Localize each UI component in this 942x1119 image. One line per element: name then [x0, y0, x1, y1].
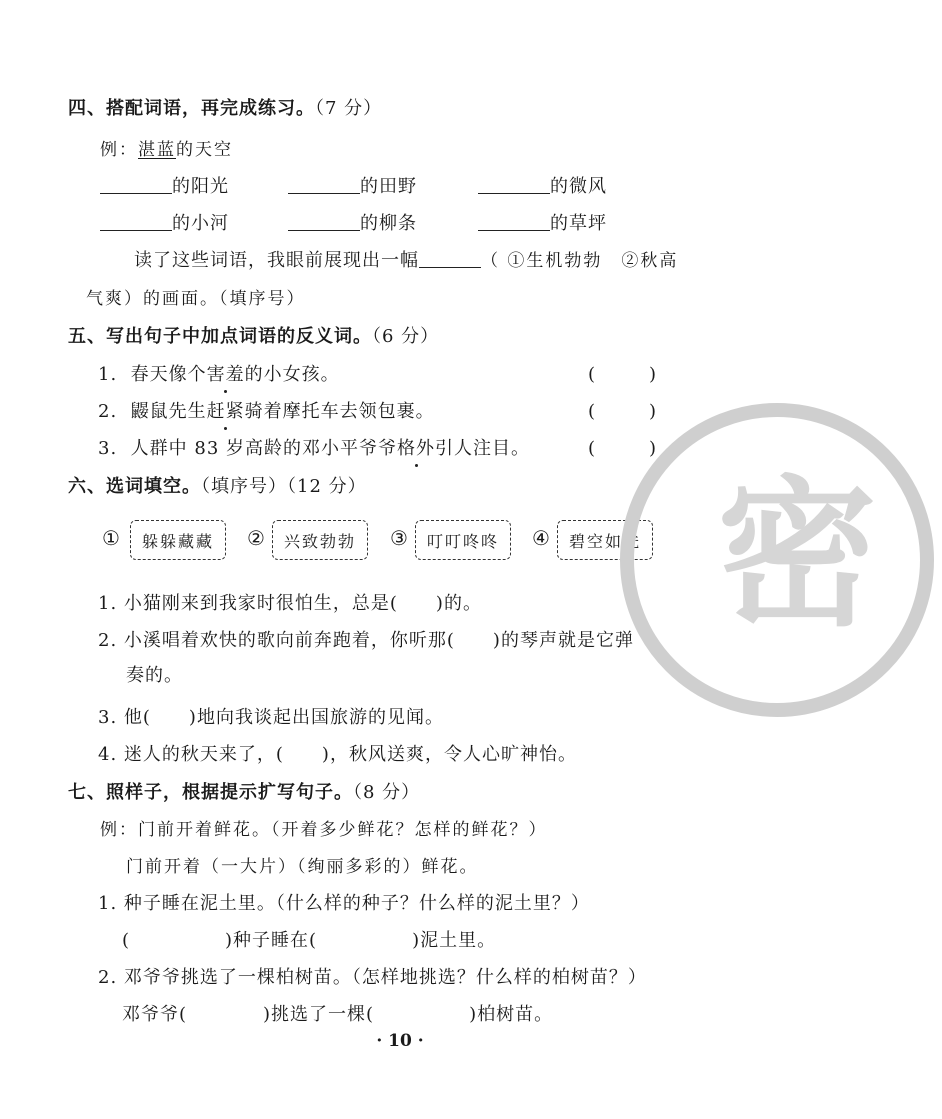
question-text: 人群中 83 岁高龄的邓小平爷爷 — [130, 438, 397, 459]
section-title-text: 七、照样子，根据提示扩写句子。 — [68, 782, 353, 803]
question-6-4: 4. 迷人的秋天来了，( )，秋风送爽，令人心旷神怡。 — [98, 744, 577, 765]
option-box — [130, 520, 226, 560]
section-6-title — [68, 472, 367, 498]
paragraph-line-1 — [134, 246, 678, 272]
question-text: 的小女孩。 — [244, 364, 340, 385]
option-number: ④ — [532, 526, 550, 550]
question-7-1: 1. 种子睡在泥土里。（什么样的种子？什么样的泥土里？） — [98, 893, 590, 914]
section-4-title — [68, 94, 382, 120]
fill-blank[interactable] — [288, 212, 360, 231]
fill-row-1b — [288, 172, 417, 198]
question-text: 鼹鼠先生 — [130, 401, 207, 422]
section-7-title — [68, 778, 420, 804]
section-points: （填序号）（12 分） — [201, 476, 367, 497]
paragraph-text: 读了这些词语，我眼前展现出一幅 — [134, 250, 419, 271]
fill-blank[interactable] — [478, 212, 550, 231]
example-rest: 的天空 — [176, 140, 233, 160]
option-text: 碧空如洗 — [568, 531, 641, 551]
section-points: （8 分） — [353, 782, 421, 803]
confidential-seal-watermark — [612, 395, 942, 725]
option-box — [415, 520, 511, 560]
question-number: 2. — [98, 401, 118, 422]
example-prefix: 例： — [100, 140, 138, 160]
paragraph-blank[interactable] — [419, 249, 481, 268]
answer-paren[interactable]: ( ) — [588, 364, 657, 385]
fill-row-1 — [100, 172, 229, 198]
option-number: ① — [102, 526, 120, 550]
option-text: 叮叮咚咚 — [426, 531, 499, 551]
dotted-word: 格外 — [397, 434, 435, 460]
fill-word: 的柳条 — [360, 213, 417, 234]
fill-word: 的田野 — [360, 176, 417, 197]
question-6-1: 1. 小猫刚来到我家时很怕生，总是( )的。 — [98, 593, 482, 614]
example-answer: 门前开着（一大片）（绚丽多彩的）鲜花。 — [126, 857, 479, 877]
fill-row-2b — [288, 209, 417, 235]
section-5-title — [68, 322, 439, 348]
fill-word: 的小河 — [172, 213, 229, 234]
question-5-2 — [98, 397, 435, 423]
question-5-1 — [98, 360, 340, 386]
fill-row-2c — [478, 209, 607, 235]
option-number: ② — [247, 526, 265, 550]
question-text: 春天像个 — [130, 364, 207, 385]
option-box — [272, 520, 368, 560]
paragraph-text: 气爽）的画面。（填序号） — [86, 289, 306, 309]
example-sentence: 例：门前开着鲜花。（开着多少鲜花？怎样的鲜花？） — [100, 820, 548, 840]
section-points: （7 分） — [315, 98, 383, 119]
page-number: · 10 · — [376, 1031, 424, 1051]
question-6-3: 3. 他( )地向我谈起出国旅游的见闻。 — [98, 707, 444, 728]
fill-row-1c — [478, 172, 607, 198]
question-7-2: 2. 邓爷爷挑选了一棵柏树苗。（怎样地挑选？什么样的柏树苗？） — [98, 967, 647, 988]
fill-blank[interactable] — [100, 175, 172, 194]
question-number: 1. — [98, 364, 118, 385]
question-6-2-continued: 奏的。 — [126, 665, 183, 686]
example-line — [100, 135, 233, 160]
question-text: 骑着摩托车去领包裹。 — [244, 401, 435, 422]
paragraph-line-2 — [86, 284, 306, 309]
answer-paren[interactable]: ( ) — [588, 438, 657, 459]
watermark-glyph: 密 — [717, 461, 878, 648]
example-word: 湛蓝 — [138, 140, 176, 160]
fill-blank[interactable] — [100, 212, 172, 231]
question-number: 3. — [98, 438, 118, 459]
question-7-1-fill[interactable]: ( )种子睡在( )泥土里。 — [122, 930, 497, 951]
option-text: 兴致勃勃 — [283, 531, 356, 551]
fill-word: 的微风 — [550, 176, 607, 197]
dotted-word: 赶紧 — [207, 397, 245, 423]
fill-word: 的草坪 — [550, 213, 607, 234]
question-text: 引人注目。 — [435, 438, 530, 459]
question-7-2-fill[interactable]: 邓爷爷( )挑选了一棵( )柏树苗。 — [122, 1004, 554, 1025]
question-6-2: 2. 小溪唱着欢快的歌向前奔跑着，你听那( )的琴声就是它弹 — [98, 630, 634, 651]
fill-word: 的阳光 — [172, 176, 229, 197]
section-title-text: 五、写出句子中加点词语的反义词。 — [68, 326, 372, 347]
fill-blank[interactable] — [288, 175, 360, 194]
section-title-text: 六、选词填空。 — [68, 476, 201, 497]
dotted-word: 害羞 — [207, 360, 245, 386]
paragraph-options: （ ①生机勃勃 ②秋高 — [481, 251, 679, 271]
fill-blank[interactable] — [478, 175, 550, 194]
question-5-3 — [98, 434, 530, 460]
answer-paren[interactable]: ( ) — [588, 401, 657, 422]
section-title-text: 四、搭配词语，再完成练习。 — [68, 98, 315, 119]
option-number: ③ — [390, 526, 408, 550]
option-text: 躲躲藏藏 — [141, 531, 214, 551]
section-points: （6 分） — [372, 326, 440, 347]
fill-row-2 — [100, 209, 229, 235]
